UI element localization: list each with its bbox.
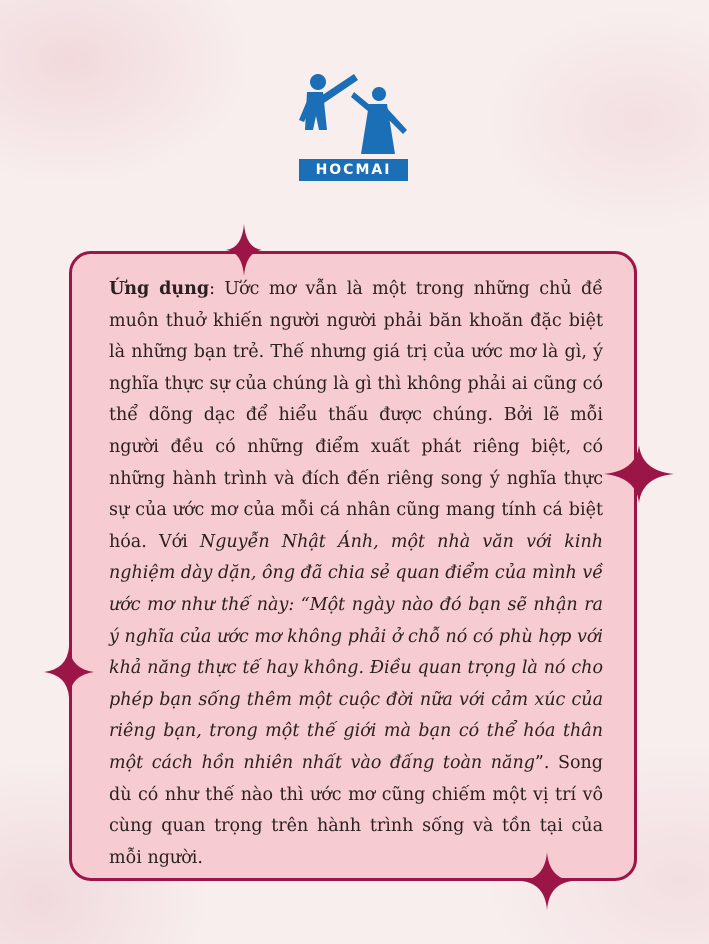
hocmai-logo	[299, 72, 409, 182]
logo-figures-icon	[299, 72, 409, 160]
sparkle-top-icon	[226, 224, 262, 276]
quote-text: Nguyễn Nhật Ánh, một nhà văn với kinh nghiệm dày dặn, ông đã chia sẻ quan điểm của mình về ước mơ như thế này: “Một ngày nào đó bạn sẽ nhận ra ý nghĩa của ước mơ không phải ở chỗ nó có phù hợp với khả năng thực tế hay không. Điều quan trọng là nó cho phép bạn sống thêm một cuộc đời nữa với cảm xúc của riêng bạn, trong một thế giới mà bạn có thể hóa thân một cách hồn nhiên nhất vào đấng toàn năng	[109, 531, 603, 773]
sparkle-bottom-icon	[522, 852, 572, 910]
body-paragraph	[109, 274, 603, 874]
content-card	[69, 251, 637, 881]
sparkle-left-icon	[44, 647, 94, 697]
body-text-part1: : Ước mơ vẫn là một trong những chủ đề muôn thuở khiến người người phải băn khoăn đặc biệt là những bạn trẻ. Thế nhưng giá trị của ước mơ là gì, ý nghĩa thực sự của chúng là gì thì không phải ai cũng có thể dõng dạc để hiểu thấu được chúng. Bởi lẽ mỗi người đều có những điểm xuất phát riêng biệt, có những hành trình và đích đến riêng song ý nghĩa thực sự của ước mơ của mỗi cá nhân cũng mang tính cá biệt hóa. Với	[109, 279, 603, 552]
sparkle-right-icon	[604, 445, 674, 503]
lead-label: Ứng dụng	[109, 279, 210, 299]
body-text-part2: ”. Song dù có như thế nào thì ước mơ cũng chiếm một vị trí vô cùng quan trọng trên hành trình sống và tồn tại của mỗi người.	[109, 752, 603, 868]
logo-wordmark: HOCMAI	[299, 159, 408, 181]
